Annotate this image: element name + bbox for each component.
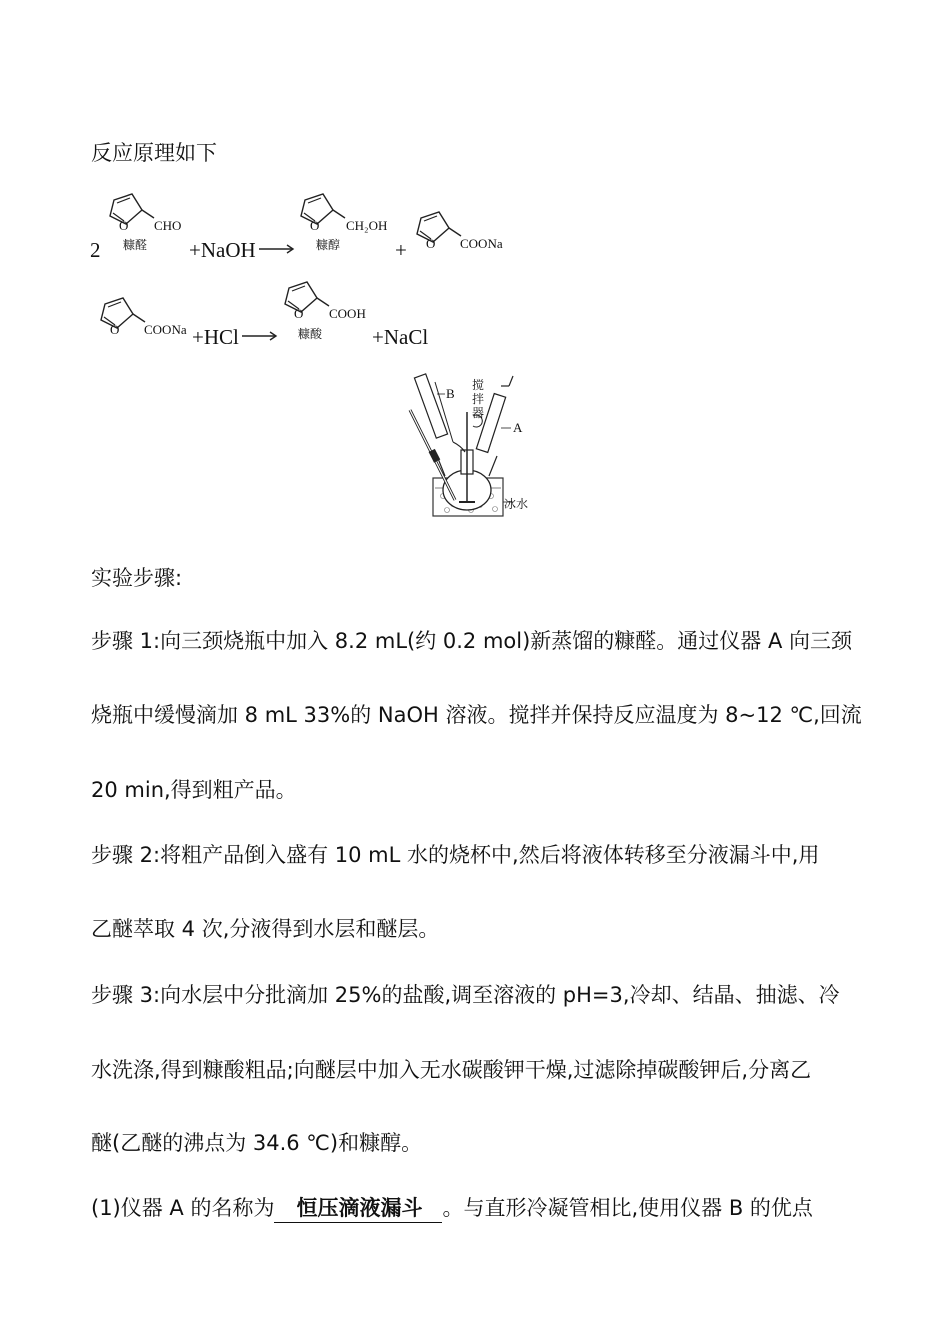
- ring-oxygen: O: [119, 218, 129, 233]
- furfuryl-alcohol-label: 糠醇: [316, 238, 341, 252]
- furan-ring-icon: [295, 190, 345, 232]
- text-line-1: 步骤 1:向三颈烧瓶中加入 8.2 mL(约 0.2 mol)新蒸馏的糠醛。通过仪器 A 向三颈: [91, 629, 853, 653]
- label-stirrer-1: 搅: [472, 378, 485, 392]
- ring-oxygen: O: [310, 218, 320, 233]
- nacl-product: +NaCl: [372, 325, 429, 349]
- label-b: B: [446, 386, 455, 401]
- text-line-8: 醚(乙醚的沸点为 34.6 ℃)和糠醇。: [91, 1131, 423, 1155]
- text-line-7: 水洗涤,得到糠酸粗品;向醚层中加入无水碳酸钾干燥,过滤除掉碳酸钾后,分离乙: [91, 1058, 812, 1082]
- question-prefix: (1)仪器 A 的名称为: [91, 1196, 275, 1220]
- ring-oxygen: O: [294, 306, 304, 321]
- answer-blank: 恒压滴液漏斗: [274, 1192, 442, 1223]
- steps-title: 实验步骤:: [91, 566, 183, 590]
- reaction-arrow-icon: [242, 331, 278, 341]
- label-stirrer-3: 器: [472, 406, 485, 420]
- aldehyde-group: CHO: [154, 218, 182, 233]
- carboxylate-group: COONa: [144, 322, 187, 337]
- furan-ring-icon: [279, 278, 329, 320]
- furoic-acid-label: 糠酸: [298, 327, 323, 341]
- ring-oxygen: O: [426, 236, 436, 251]
- furan-ring-icon: [104, 190, 154, 232]
- furan-ring-icon: [411, 208, 461, 250]
- furan-ring-icon: [95, 294, 145, 336]
- carboxyl-group: COOH: [329, 306, 366, 321]
- text-line-6: 步骤 3:向水层中分批滴加 25%的盐酸,调至溶液的 pH=3,冷却、结晶、抽滤、冷: [91, 983, 840, 1007]
- label-stirrer-2: 拌: [472, 392, 485, 406]
- question-suffix: 。与直形冷凝管相比,使用仪器 B 的优点: [442, 1196, 813, 1220]
- reaction-arrow-icon: [259, 244, 295, 254]
- text-line-4: 步骤 2:将粗产品倒入盛有 10 mL 水的烧杯中,然后将液体转移至分液漏斗中,用: [91, 843, 820, 867]
- text-line-3: 20 min,得到粗产品。: [91, 778, 297, 802]
- label-a: A: [513, 420, 523, 435]
- naoh-reagent: +NaOH: [189, 238, 256, 262]
- furfural-label: 糠醛: [123, 238, 148, 252]
- question-1: [91, 1192, 861, 1223]
- carboxylate-group: COONa: [460, 236, 503, 251]
- hydroxymethyl-group: CH₂OH: [346, 218, 388, 233]
- ring-oxygen: O: [110, 322, 120, 337]
- label-ice-water: 冰水: [504, 497, 529, 511]
- reaction-heading: 反应原理如下: [91, 141, 217, 165]
- text-line-2: 烧瓶中缓慢滴加 8 mL 33%的 NaOH 溶液。搅拌并保持反应温度为 8~12 ℃,回流: [91, 703, 862, 727]
- hcl-reagent: +HCl: [192, 325, 239, 349]
- text-line-5: 乙醚萃取 4 次,分液得到水层和醚层。: [91, 917, 440, 941]
- plus-sign: +: [395, 238, 407, 262]
- coefficient: 2: [90, 238, 101, 262]
